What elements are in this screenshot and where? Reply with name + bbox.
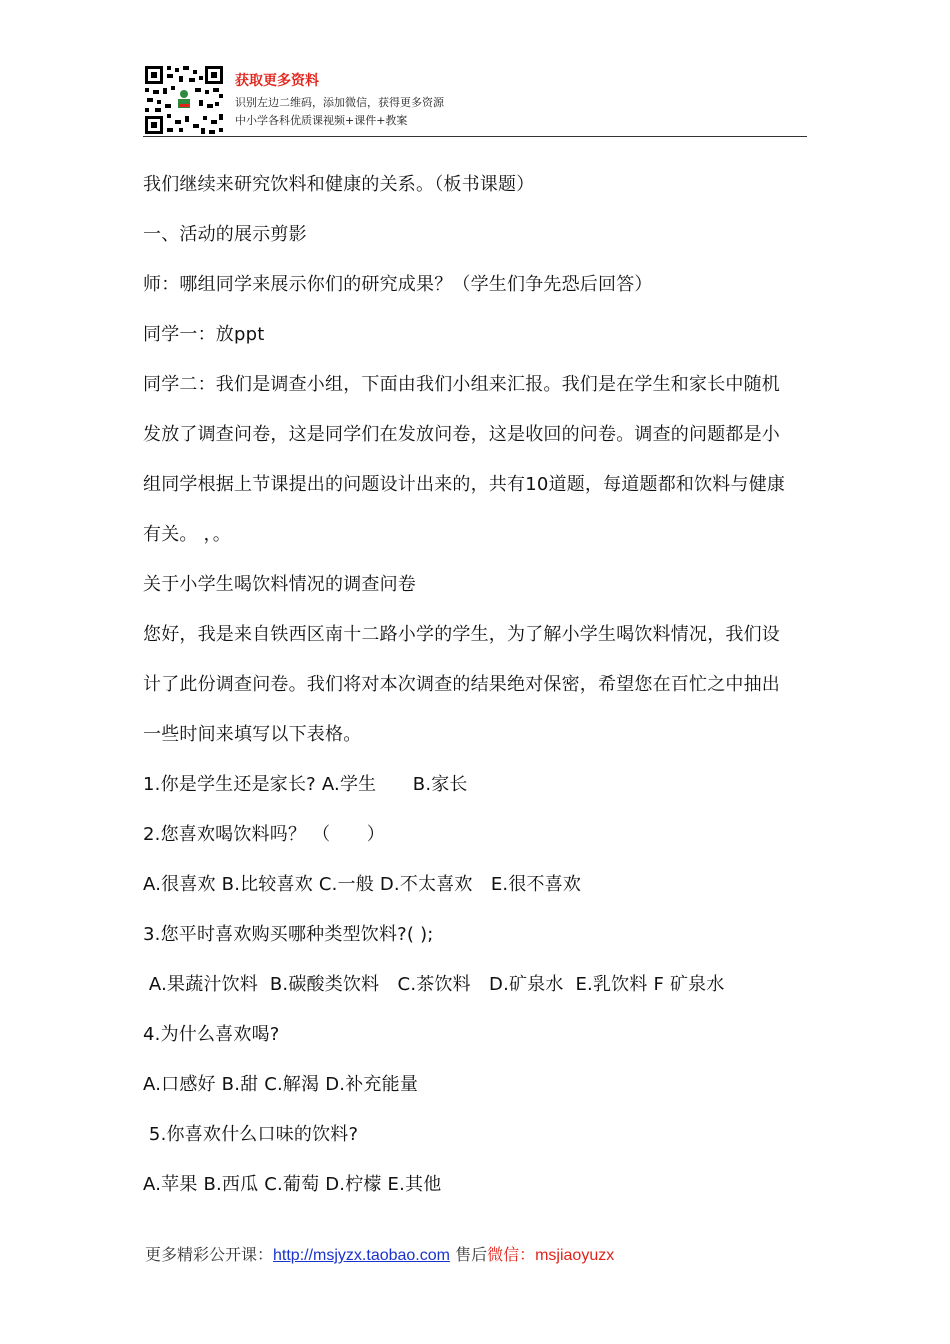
student-two-line-4: 有关。 ，。 — [143, 524, 231, 545]
question-1: 1.你是学生还是家长? A.学生 B.家长 — [143, 774, 468, 795]
teacher-question: 师：哪组同学来展示你们的研究成果？（学生们争先恐后回答） — [143, 274, 653, 295]
question-2-options: A.很喜欢 B.比较喜欢 C.一般 D.不太喜欢 E.很不喜欢 — [143, 874, 582, 895]
student-one: 同学一：放ppt — [143, 324, 265, 345]
survey-title: 关于小学生喝饮料情况的调查问卷 — [143, 574, 416, 595]
header-line-2: 中小学各科优质课视频+课件+教案 — [235, 114, 408, 127]
question-3: 3.您平时喜欢购买哪种类型饮料?( ); — [143, 924, 434, 945]
header-divider — [143, 136, 807, 137]
footer-middle: 售后 — [449, 1245, 488, 1264]
question-4-options: A.口感好 B.甜 C.解渴 D.补充能量 — [143, 1074, 419, 1095]
survey-intro-line-2: 计了此份调查问卷。我们将对本次调查的结果绝对保密，希望您在百忙之中抽出 — [143, 674, 780, 695]
footer-prefix: 更多精彩公开课： — [145, 1245, 274, 1264]
question-2: 2.您喜欢喝饮料吗？ （ ） — [143, 824, 385, 845]
footer-wechat-id: msjiaoyuzx — [535, 1247, 615, 1264]
question-4: 4.为什么喜欢喝? — [143, 1024, 280, 1045]
footer-link[interactable]: http://msjyzx.taobao.com — [273, 1247, 450, 1264]
question-3-options: A.果蔬汁饮料 B.碳酸类饮料 C.茶饮料 D.矿泉水 E.乳饮料 F 矿泉水 — [143, 974, 725, 995]
document-body — [143, 160, 809, 1210]
paragraph-intro: 我们继续来研究饮料和健康的关系。（板书课题） — [143, 174, 535, 195]
header-title: 获取更多资料 — [235, 73, 319, 89]
section-heading: 一、活动的展示剪影 — [143, 224, 307, 245]
qr-code-icon — [143, 64, 225, 136]
student-two-line-2: 发放了调查问卷，这是同学们在发放问卷，这是收回的问卷。调查的问题都是小 — [143, 424, 780, 445]
student-two-line-3: 组同学根据上节课提出的问题设计出来的，共有10道题，每道题都和饮料与健康 — [143, 474, 786, 495]
question-5: 5.你喜欢什么口味的饮料? — [143, 1124, 359, 1145]
question-5-options: A.苹果 B.西瓜 C.葡萄 D.柠檬 E.其他 — [143, 1174, 442, 1195]
survey-intro-line-1: 您好，我是来自铁西区南十二路小学的学生，为了解小学生喝饮料情况，我们设 — [143, 624, 780, 645]
page-footer — [145, 1242, 614, 1265]
footer-wechat-label: 微信： — [487, 1245, 536, 1264]
survey-intro-line-3: 一些时间来填写以下表格。 — [143, 724, 362, 745]
student-two-line-1: 同学二：我们是调查小组，下面由我们小组来汇报。我们是在学生和家长中随机 — [143, 374, 780, 395]
header-line-1: 识别左边二维码，添加微信，获得更多资源 — [235, 96, 444, 109]
page-header — [143, 64, 807, 138]
